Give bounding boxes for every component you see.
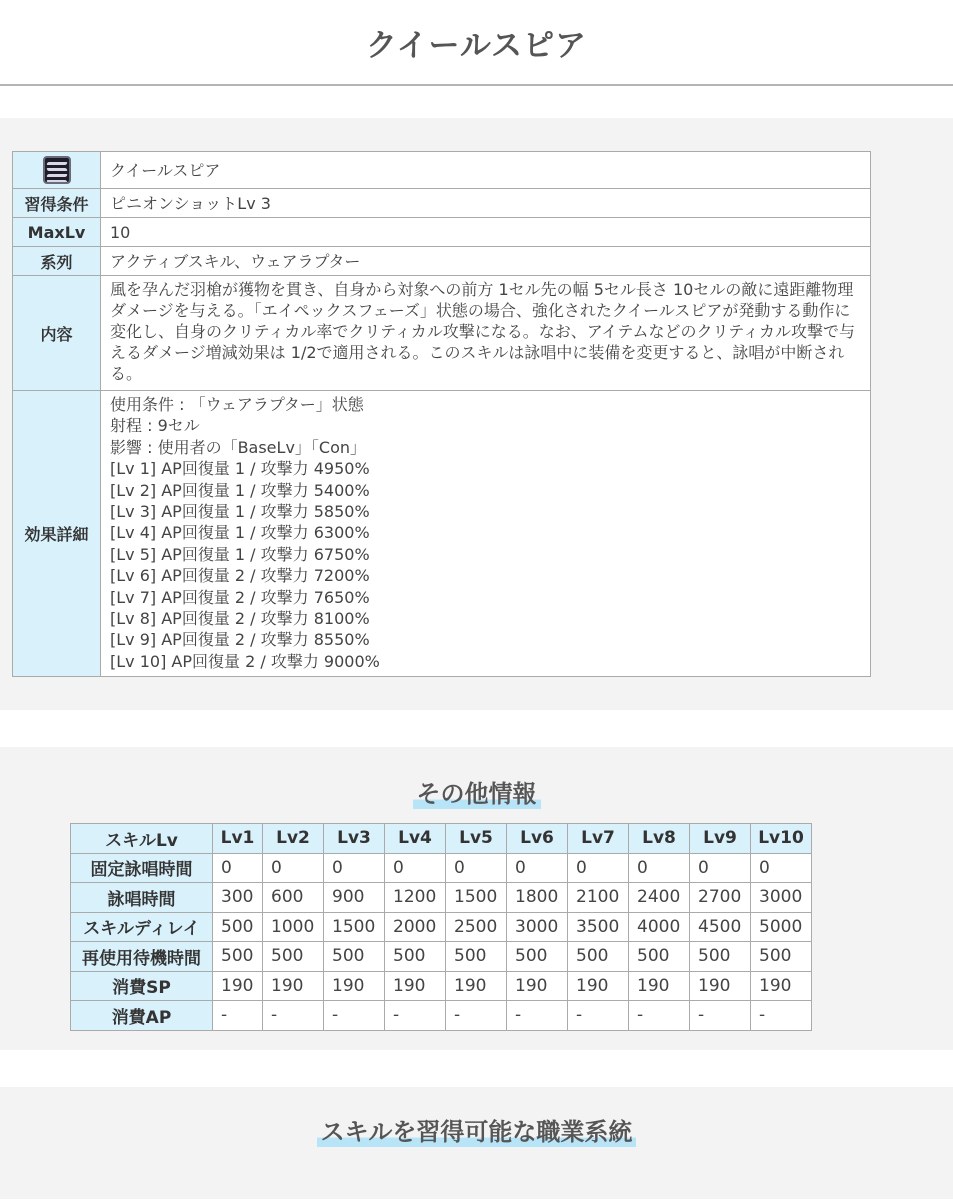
level-value-cell: - (213, 1001, 263, 1031)
level-value-cell: 500 (324, 942, 385, 972)
quill-spear-icon (43, 156, 71, 184)
level-value-cell: 3000 (507, 912, 568, 942)
level-value-cell: 0 (263, 853, 324, 883)
level-header: Lv1 (213, 824, 263, 854)
row-label: スキルディレイ (71, 912, 213, 942)
level-value-cell: 1200 (385, 883, 446, 913)
level-value-cell: - (629, 1001, 690, 1031)
level-value-cell: 1000 (263, 912, 324, 942)
level-table-row (71, 942, 812, 972)
level-value-cell: 0 (568, 853, 629, 883)
other-info-panel (0, 747, 953, 1050)
page-header (0, 0, 953, 86)
skill-table (12, 151, 871, 677)
maxlv-value: 10 (101, 218, 871, 247)
skill-icon-cell (13, 152, 101, 189)
level-value-cell: 500 (263, 942, 324, 972)
detail-line: [Lv 10] AP回復量 2 / 攻撃力 9000% (110, 651, 380, 671)
detail-line: [Lv 3] AP回復量 1 / 攻撃力 5850% (110, 502, 370, 522)
description-label: 内容 (13, 276, 101, 391)
level-table-row (71, 912, 812, 942)
level-header: Lv6 (507, 824, 568, 854)
level-header: Lv8 (629, 824, 690, 854)
level-value-cell: - (751, 1001, 812, 1031)
level-value-cell: 1500 (446, 883, 507, 913)
maxlv-label: MaxLv (13, 218, 101, 247)
level-header: Lv7 (568, 824, 629, 854)
row-label: 再使用待機時間 (71, 942, 213, 972)
level-value-cell: 190 (690, 971, 751, 1001)
level-value-cell: 2700 (690, 883, 751, 913)
level-value-cell: 500 (568, 942, 629, 972)
level-value-cell: 190 (446, 971, 507, 1001)
description-value: 風を孕んだ羽槍が獲物を貫き、自身から対象への前方 1セル先の幅 5セル長さ 10セルの敵に遠距離物理ダメージを与える。「エイペックスフェーズ」状態の場合、強化されたクイールスピアが発動する動作に変化し、自身のクリティカル率でクリティカル攻撃になる。なお、アイテムなどのクリティカル攻撃で与えるダメージ増減効果は 1/2で適用される。このスキルは詠唱中に装備を変更すると、詠唱が中断される。 (101, 276, 871, 391)
detail-line: 射程 : 9セル (110, 416, 200, 436)
level-value-cell: 500 (690, 942, 751, 972)
jobs-heading: スキルを習得可能な職業系統 (317, 1117, 637, 1147)
level-value-cell: 190 (568, 971, 629, 1001)
detail-line: [Lv 4] AP回復量 1 / 攻撃力 6300% (110, 523, 370, 543)
level-header: Lv4 (385, 824, 446, 854)
level-value-cell: 0 (690, 853, 751, 883)
level-value-cell: - (324, 1001, 385, 1031)
details-label: 効果詳細 (13, 391, 101, 677)
skill-name: クイールスピア (101, 152, 871, 189)
level-value-cell: 0 (324, 853, 385, 883)
detail-line: [Lv 1] AP回復量 1 / 攻撃力 4950% (110, 459, 370, 479)
level-value-cell: - (385, 1001, 446, 1031)
maxlv-row (13, 218, 871, 247)
details-value (101, 391, 871, 677)
detail-line: 使用条件 : 「ウェアラプター」状態 (110, 395, 364, 414)
level-value-cell: 2400 (629, 883, 690, 913)
level-table-row (71, 1001, 812, 1031)
level-value-cell: 2000 (385, 912, 446, 942)
requirement-value: ピニオンショットLv 3 (101, 189, 871, 218)
detail-line: [Lv 7] AP回復量 2 / 攻撃力 7650% (110, 587, 370, 607)
level-value-cell: 190 (324, 971, 385, 1001)
level-value-cell: 2500 (446, 912, 507, 942)
level-value-cell: 500 (507, 942, 568, 972)
detail-line: [Lv 6] AP回復量 2 / 攻撃力 7200% (110, 566, 370, 586)
level-value-cell: 190 (385, 971, 446, 1001)
level-value-cell: 3500 (568, 912, 629, 942)
level-value-cell: 0 (213, 853, 263, 883)
level-value-cell: 0 (629, 853, 690, 883)
level-value-cell: 500 (213, 912, 263, 942)
level-value-cell: - (446, 1001, 507, 1031)
level-value-cell: 500 (446, 942, 507, 972)
row-label: 消費SP (71, 971, 213, 1001)
level-value-cell: 2100 (568, 883, 629, 913)
level-value-cell: 500 (385, 942, 446, 972)
detail-line: [Lv 2] AP回復量 1 / 攻撃力 5400% (110, 480, 370, 500)
level-value-cell: 1800 (507, 883, 568, 913)
level-value-cell: 1500 (324, 912, 385, 942)
other-info-heading: その他情報 (413, 779, 541, 809)
level-value-cell: 190 (263, 971, 324, 1001)
level-value-cell: 300 (213, 883, 263, 913)
type-label: 系列 (13, 247, 101, 276)
level-header: Lv5 (446, 824, 507, 854)
level-value-cell: 0 (385, 853, 446, 883)
detail-line: 影響 : 使用者の「BaseLv」「Con」 (110, 437, 367, 457)
detail-line: [Lv 5] AP回復量 1 / 攻撃力 6750% (110, 544, 370, 564)
level-value-cell: - (263, 1001, 324, 1031)
level-value-cell: 0 (446, 853, 507, 883)
type-value: アクティブスキル、ウェアラプター (101, 247, 871, 276)
level-value-cell: - (507, 1001, 568, 1031)
level-corner-header: スキルLv (71, 824, 213, 854)
level-value-cell: 190 (629, 971, 690, 1001)
level-table (70, 823, 812, 1031)
page-title: クイールスピア (366, 27, 587, 64)
detail-line: [Lv 9] AP回復量 2 / 攻撃力 8550% (110, 630, 370, 650)
level-value-cell: 500 (213, 942, 263, 972)
level-header: Lv10 (751, 824, 812, 854)
level-value-cell: 4000 (629, 912, 690, 942)
level-header-row (71, 824, 812, 854)
jobs-panel (0, 1087, 953, 1199)
level-table-row (71, 853, 812, 883)
level-value-cell: 4500 (690, 912, 751, 942)
level-value-cell: 3000 (751, 883, 812, 913)
level-value-cell: 5000 (751, 912, 812, 942)
requirement-label: 習得条件 (13, 189, 101, 218)
level-value-cell: 500 (751, 942, 812, 972)
level-value-cell: 190 (507, 971, 568, 1001)
skill-panel (0, 118, 953, 710)
level-header: Lv2 (263, 824, 324, 854)
level-value-cell: 900 (324, 883, 385, 913)
details-row (13, 391, 871, 677)
description-row (13, 276, 871, 391)
row-label: 消費AP (71, 1001, 213, 1031)
level-value-cell: 0 (507, 853, 568, 883)
level-value-cell: - (568, 1001, 629, 1031)
level-value-cell: 0 (751, 853, 812, 883)
level-value-cell: 190 (751, 971, 812, 1001)
level-header: Lv3 (324, 824, 385, 854)
row-label: 固定詠唱時間 (71, 853, 213, 883)
row-label: 詠唱時間 (71, 883, 213, 913)
level-value-cell: 190 (213, 971, 263, 1001)
type-row (13, 247, 871, 276)
level-table-row (71, 971, 812, 1001)
level-value-cell: 500 (629, 942, 690, 972)
level-header: Lv9 (690, 824, 751, 854)
skill-name-row (13, 152, 871, 189)
level-value-cell: - (690, 1001, 751, 1031)
requirement-row (13, 189, 871, 218)
level-value-cell: 600 (263, 883, 324, 913)
level-table-row (71, 883, 812, 913)
detail-line: [Lv 8] AP回復量 2 / 攻撃力 8100% (110, 609, 370, 629)
